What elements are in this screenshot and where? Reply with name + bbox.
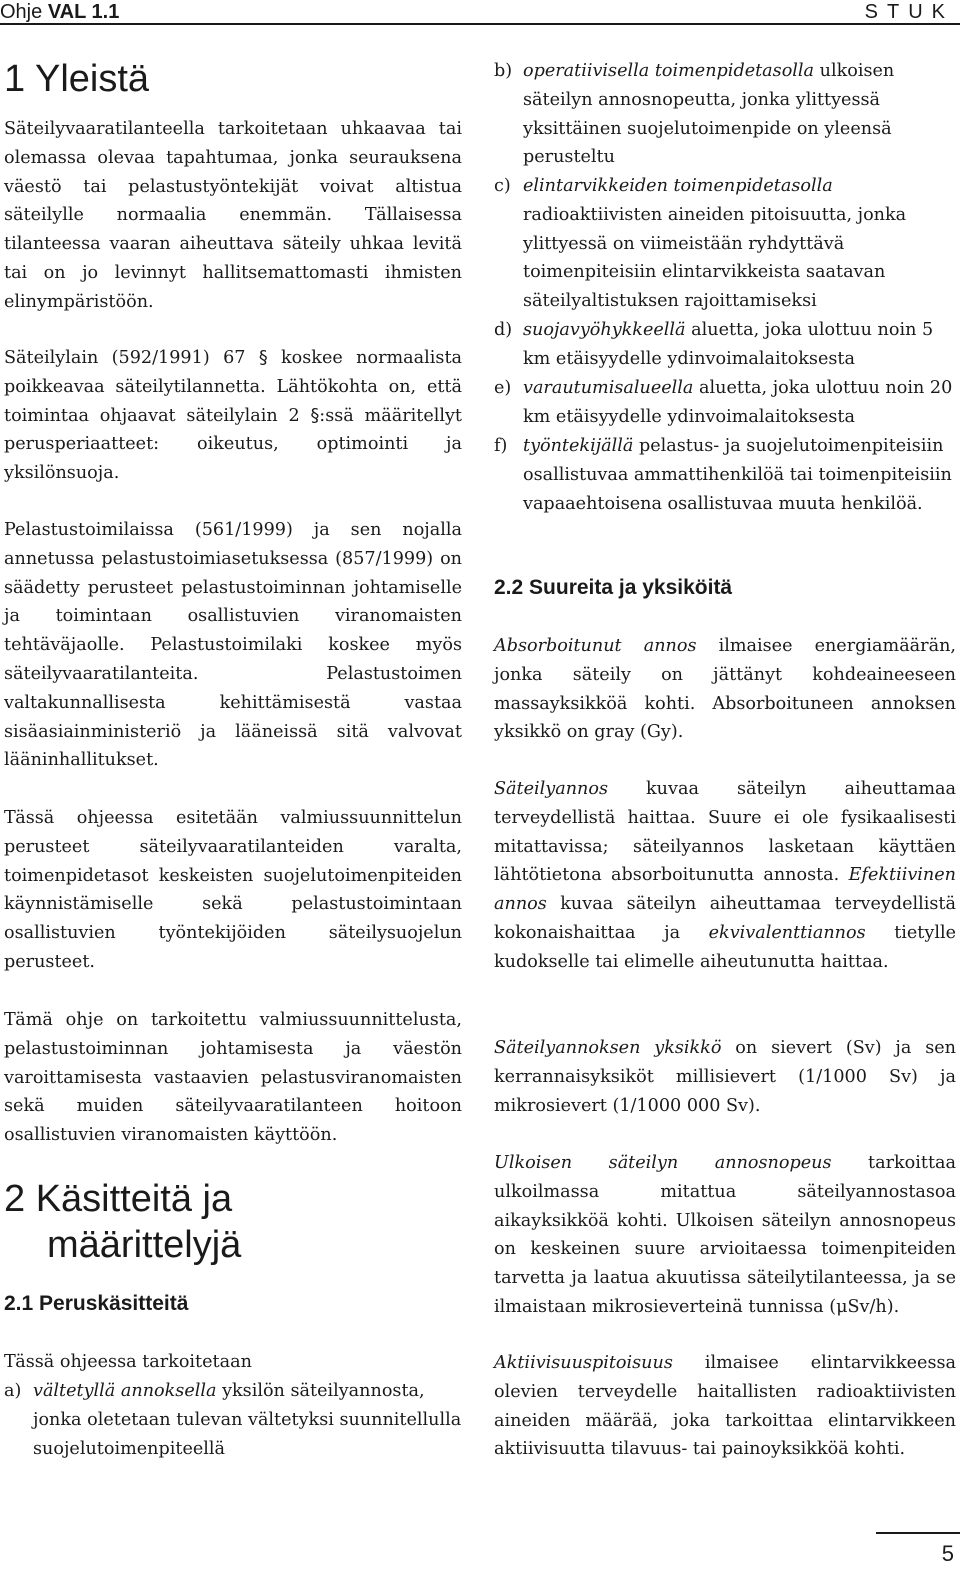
footer-rule xyxy=(876,1532,960,1534)
paragraph-pelastustoimilaki: Pelastustoimilaissa (561/1999) ja sen nojalla annetussa pelastustoimiasetuksessa (857/1999) on säädetty perusteet pelastustoiminnan johtamiselle ja toimintaan osallistuvien viranomaisten tehtäväjaolle. Pelastustoimilaki koskee myös säteilyvaaratilanteita. Pelastustoimen valtakunnallisesta kehittämisestä vastaa sisäasiainministeriö ja lääneissä sitä valvovat lääninhallitukset. xyxy=(4,520,462,771)
list-item-d: d) suojavyöhykkeellä aluetta, joka ulottuu noin 5 km etäisyydelle ydinvoimalaitoksesta xyxy=(494,320,934,369)
paragraph-absorboitunut-annos: Absorboitunut annos ilmaisee energiamäärän, jonka säteily on jättänyt kohdeaineeseen massayksikköä kohti. Absorboituneen annoksen yksikkö on gray (Gy). xyxy=(494,636,956,743)
paragraph-aktiivisuuspitoisuus: Aktiivisuuspitoisuus ilmaisee elintarvikkeessa olevien terveydelle haitallisten radioaktiivisten aineiden määrää, joka tarkoittaa elintarvikkeen aktiivisuutta tilavuus- tai painoyksikköä kohti. xyxy=(494,1353,956,1460)
heading-kasitteita: 2 Käsitteitä ja määrittelyjä xyxy=(4,1178,242,1266)
publisher-name: STUK xyxy=(864,1,954,23)
paragraph-tarkoitetaan: Tässä ohjeessa tarkoitetaan xyxy=(4,1352,252,1372)
heading-suureita: 2.2 Suureita ja yksiköitä xyxy=(494,576,733,599)
list-item-f: f) työntekijällä pelastus- ja suojelutoimenpiteisiin osallistuvaa ammattihenkilöä tai toimenpiteisiin vapaaehtoisena osallistuvaa muuta henkilöä. xyxy=(494,436,952,514)
document-code: Ohje VAL 1.1 xyxy=(0,1,120,23)
heading-yleista: 1 Yleistä xyxy=(4,58,150,100)
paragraph-saeteilylaki: Säteilylain (592/1991) 67 § koskee normaalista poikkeavaa säteilytilannetta. Lähtökohta on, että toimintaa ohjaavat säteilylain 2 §:ssä määritellyt perusperiaatteet: oikeutus, optimointi ja yksilönsuoja. xyxy=(4,348,463,484)
paragraph-annosnopeus: Ulkoisen säteilyn annosnopeus tarkoittaa ulkoilmassa mitattua säteilyannostasoa aikayksikköä kohti. Ulkoisen säteilyn annosnopeus on keskeinen suure arvioitaessa toimenpiteiden tarvetta ja laatua akuutissa säteilytilanteessa, ja se ilmaistaan mikrosieverteinä tunnissa (μSv/h). xyxy=(494,1153,957,1317)
paragraph-intro: Säteilyvaaratilanteella tarkoitetaan uhkaavaa tai olemassa olevaa tapahtumaa, jonka seurauksena väestö tai pelastustyöntekijät voivat altistua säteilylle normaalia enemmän. Tällaisessa tilanteessa vaaran aiheuttava säteily uhkaa levitä tai on jo levinnyt hallitsemattomasti ihmisten elinympäristöön. xyxy=(4,119,462,312)
header-rule xyxy=(0,23,960,25)
list-item-a: a) vältetyllä annoksella yksilön säteilyannosta, jonka oletetaan tulevan vältetyksi suunnitellulla suojelutoimenpiteellä xyxy=(4,1381,462,1459)
paragraph-valmiussuunnittelu: Tässä ohjeessa esitetään valmiussuunnittelun perusteet säteilyvaaratilanteiden varalta, toimenpidetasot keskeisten suojelutoimenpiteiden käynnistämiselle sekä pelastustoimintaan osallistuvien työntekijöiden säteilysuojelun perusteet. xyxy=(4,808,462,972)
list-item-b: b) operatiivisella toimenpidetasolla ulkoisen säteilyn annosnopeutta, jonka ylittyessä yksittäinen suojelutoimenpide on yleensä perusteltu xyxy=(494,61,895,168)
page-number: 5 xyxy=(941,1541,954,1566)
list-item-e: e) varautumisalueella aluetta, joka ulottuu noin 20 km etäisyydelle ydinvoimalaitoksesta xyxy=(494,378,953,427)
paragraph-saeteilyannos: Säteilyannos kuvaa säteilyn aiheuttamaa terveydellistä haittaa. Suure ei ole fysikaalisesti mitattavissa; säteilyannos lasketaan käyttäen lähtötietona absorboitunutta annosta. Efektiivinen annos kuvaa säteilyn aiheuttamaa terveydellistä kokonaishaittaa ja ekvivalenttiannos tietylle kudokselle tai elimelle aiheutunutta haittaa. xyxy=(494,779,956,972)
list-item-c: c) elintarvikkeiden toimenpidetasolla radioaktiivisten aineiden pitoisuutta, jonka ylittyessä on viimeistään ryhdyttävä toimenpiteisiin elintarvikkeista saatavan säteilyaltistuksen rajoittamiseksi xyxy=(494,176,907,312)
heading-peruskasitteita: 2.1 Peruskäsitteitä xyxy=(4,1292,189,1315)
paragraph-kohderyhma: Tämä ohje on tarkoitettu valmiussuunnittelusta, pelastustoiminnan johtamisesta ja väestön varoittamisesta vastaavien pelastusviranomaisten sekä muiden säteilyvaaratilanteen hoitoon osallistuvien viranomaisten käyttöön. xyxy=(4,1010,462,1146)
paragraph-annoksen-yksikko: Säteilyannoksen yksikkö on sievert (Sv) ja sen kerrannaisyksiköt millisievert (1/1000 Sv) ja mikrosievert (1/1000 000 Sv). xyxy=(494,1038,956,1116)
